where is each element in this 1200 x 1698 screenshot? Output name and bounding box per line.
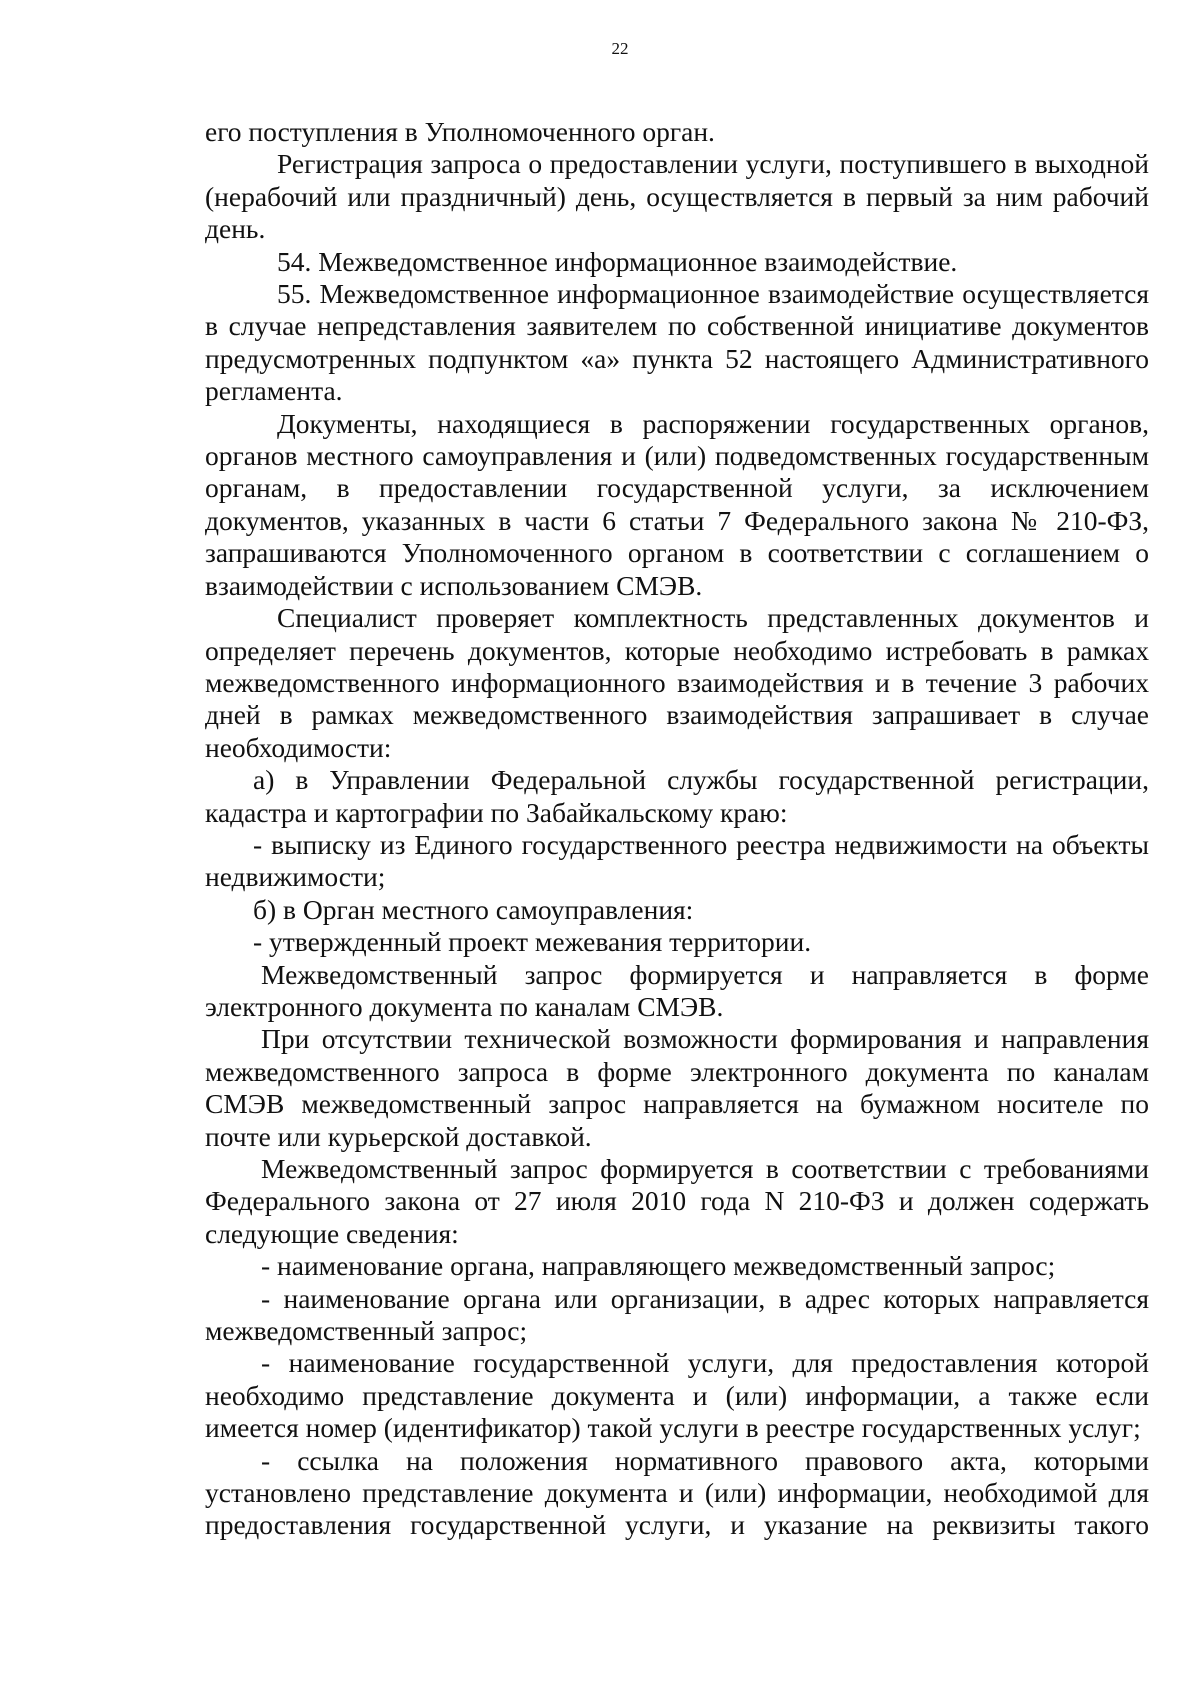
paragraph-list-item-service: - наименование государственной услуги, для предоставления которой необходимо представление документа и (или) информации, а также если имеется номер (идентификатор) такой услуги в реестре государственных услуг; xyxy=(205,1347,1149,1444)
document-body xyxy=(205,116,1149,1542)
paragraph-item-54: 54. Межведомственное информационное взаимодействие. xyxy=(277,245,958,277)
paragraph-item-55: 55. Межведомственное информационное взаимодействие осуществляется в случае непредставления заявителем по собственной инициативе документов предусмотренных подпунктом «а» пункта 52 настоящего Административного регламента. xyxy=(205,278,1149,407)
paragraph-sub-b: б) в Орган местного самоуправления: xyxy=(253,893,694,925)
paragraph-documents: Документы, находящиеся в распоряжении государственных органов, органов местного самоуправления и (или) подведомственных государственным органам, в предоставлении государственной услуги, за исключением документов, указанных в части 6 статьи 7 Федерального закона № 210-ФЗ, запрашиваются Уполномоченного органом в соответствии с соглашением о взаимодействии с использованием СМЭВ. xyxy=(205,407,1149,601)
paragraph-request-form: Межведомственный запрос формируется и направляется в форме электронного документа по каналам СМЭВ. xyxy=(205,958,1149,1022)
paragraph-survey-project: - утвержденный проект межевания территории. xyxy=(253,926,812,958)
paragraph-continuation: его поступления в Уполномоченного орган. xyxy=(205,116,715,147)
paragraph-paper-request: При отсутствии технической возможности формирования и направления межведомственного запроса в форме электронного документа по каналам СМЭВ межведомственный запрос направляется на бумажном носителе по почте или курьерской доставкой. xyxy=(205,1023,1149,1152)
paragraph-list-item-reference: - ссылка на положения нормативного правового акта, которыми установлено представление документа и (или) информации, необходимой для предоставления государственной услуги, и указание на реквизиты такого xyxy=(205,1444,1149,1541)
paragraph-list-item-addressee: - наименование органа или организации, в адрес которых направляется межведомственный запрос; xyxy=(205,1282,1149,1347)
paragraph-extract-egrn: - выписку из Единого государственного реестра недвижимости на объекты недвижимости; xyxy=(205,828,1149,893)
paragraph-request-content: Межведомственный запрос формируется в соответствии с требованиями Федерального закона от 27 июля 2010 года N 210-ФЗ и должен содержать следующие сведения: xyxy=(205,1153,1149,1249)
page-number: 22 xyxy=(611,39,629,58)
paragraph-specialist: Специалист проверяет комплектность представленных документов и определяет перечень документов, которые необходимо истребовать в рамках межведомственного информационного взаимодействия и в течение 3 рабочих дней в рамках межведомственного взаимодействия запрашивает в случае необходимости: xyxy=(205,602,1149,763)
paragraph-sub-a: а) в Управлении Федеральной службы государственной регистрации, кадастра и картографии по Забайкальскому краю: xyxy=(205,764,1149,828)
paragraph-registration: Регистрация запроса о предоставлении услуги, поступившего в выходной (нерабочий или праздничный) день, осуществляется в первый за ним рабочий день. xyxy=(205,148,1149,245)
paragraph-list-item-organ: - наименование органа, направляющего межведомственный запрос; xyxy=(261,1250,1056,1282)
